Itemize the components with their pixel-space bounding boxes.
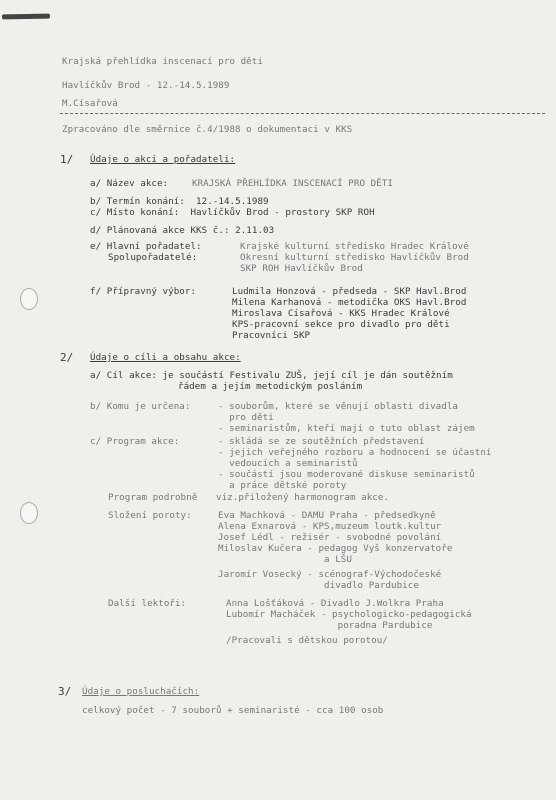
- s1-f-value-2: Milena Karhanová - metodička OKS Havl.Brod: [232, 297, 467, 308]
- separator-line: [60, 113, 545, 114]
- section-3-title: Údaje o posluchačích:: [82, 686, 200, 697]
- jury-line-2: Alena Exnarová - KPS,muzeum loutk.kultur: [218, 521, 442, 532]
- intro-line: Zpracováno dle směrnice č.4/1988 o dokumentaci v KKS: [62, 124, 353, 135]
- s2-c-line-5: a práce dětské poroty: [218, 480, 347, 491]
- s3-line: celkový počet - 7 souborů + seminaristé - cca 100 osob: [82, 705, 384, 716]
- s2-b-line-3: - seminaristům, kteří mají o tuto oblast zájem: [218, 423, 475, 434]
- jury-line-6: Jaromír Vosecký - scénograf-Východočeské: [218, 569, 442, 580]
- lectors-line-2: Lubomír Macháček - psychologicko-pedagogická: [226, 609, 472, 620]
- s1-e2-label: Spolupořadatelé:: [108, 252, 198, 263]
- s2-c-line-1: - skládá se ze soutěžních představení: [218, 436, 425, 447]
- s2-b-label: b/ Komu je určena:: [90, 401, 191, 412]
- jury-line-4: Miloslav Kučera - pedagog Vyš konzervatoře: [218, 543, 453, 554]
- s2-c-label: c/ Program akce:: [90, 436, 180, 447]
- s2-a-line-2: řádem a jejím metodickým posláním: [178, 381, 363, 392]
- jury-line-5: a LŠU: [218, 554, 352, 565]
- section-1-number: 1/: [60, 153, 74, 166]
- jury-label: Složení poroty:: [108, 510, 192, 521]
- s2-b-line-1: - souborům, které se věnují oblasti divadla: [218, 401, 458, 412]
- header-author: M.Císařová: [62, 98, 118, 109]
- s1-e-label: e/ Hlavní pořadatel:: [90, 241, 202, 252]
- s1-e-value: Krajské kulturní středisko Hradec Králové: [240, 241, 469, 252]
- s1-e2-value-2: SKP ROH Havlíčkův Brod: [240, 263, 363, 274]
- program-label: Program podrobně: [108, 492, 198, 503]
- s1-a-value: KRAJSKÁ PŘEHLÍDKA INSCENACÍ PRO DĚTI: [192, 178, 393, 189]
- section-1-title: Údaje o akci a pořadateli:: [90, 154, 236, 165]
- s1-f-value-3: Miroslava Císařová - KKS Hradec Králové: [232, 308, 450, 319]
- s2-c-line-4: - součástí jsou moderované diskuse seminaristů: [218, 469, 475, 480]
- lectors-label: Další lektoři:: [108, 598, 187, 609]
- s1-e2-value-1: Okresní kulturní středisko Havlíčkův Brod: [240, 252, 469, 263]
- s1-f-value-4: KPS-pracovní sekce pro divadlo pro děti: [232, 319, 450, 330]
- lectors-line-3: poradna Pardubice: [226, 620, 433, 631]
- s1-d-line: d/ Plánovaná akce KKS č.: 2.11.03: [90, 225, 275, 236]
- s1-f-value-1: Ludmila Honzová - předseda - SKP Havl.Brod: [232, 286, 467, 297]
- jury-line-3: Josef Lédl - režisér - svobodné povolání: [218, 532, 442, 543]
- section-2-number: 2/: [60, 351, 74, 364]
- lectors-line-1: Anna Lošťáková - Divadlo J.Wolkra Praha: [226, 598, 444, 609]
- s2-a-line-1: a/ Cíl akce: je součástí Festivalu ZUŠ, její cíl je dán soutěžním: [90, 370, 453, 381]
- s2-c-line-3: vedoucích a seminaristů: [218, 458, 358, 469]
- jury-line-1: Eva Machková - DAMU Praha - předsedkyně: [218, 510, 436, 521]
- s1-b-line: b/ Termín konání: 12.-14.5.1989: [90, 196, 269, 207]
- staple-mark: [2, 14, 50, 20]
- punch-hole-bottom: [20, 502, 38, 524]
- section-3-number: 3/: [58, 685, 72, 698]
- lectors-line-4: /Pracovali s dětskou porotou/: [226, 635, 388, 646]
- s1-c-line: c/ Místo konání: Havlíčkův Brod - prostory SKP ROH: [90, 207, 375, 218]
- s2-b-line-2: pro děti: [218, 412, 274, 423]
- header-title: Krajská přehlídka inscenací pro děti: [62, 56, 263, 67]
- section-2-title: Údaje o cíli a obsahu akce:: [90, 352, 241, 363]
- s2-c-line-2: - jejich veřejného rozboru a hodnocení se účastní: [218, 447, 492, 458]
- punch-hole-top: [20, 288, 38, 310]
- program-value: viz.přiložený harmonogram akce.: [216, 492, 390, 503]
- header-place-date: Havlíčkův Brod - 12.-14.5.1989: [62, 80, 230, 91]
- s1-f-label: f/ Přípravný výbor:: [90, 286, 197, 297]
- jury-line-7: divadlo Pardubice: [218, 580, 419, 591]
- s1-f-value-5: Pracovníci SKP: [232, 330, 311, 341]
- s1-a-label: a/ Název akce:: [90, 178, 169, 189]
